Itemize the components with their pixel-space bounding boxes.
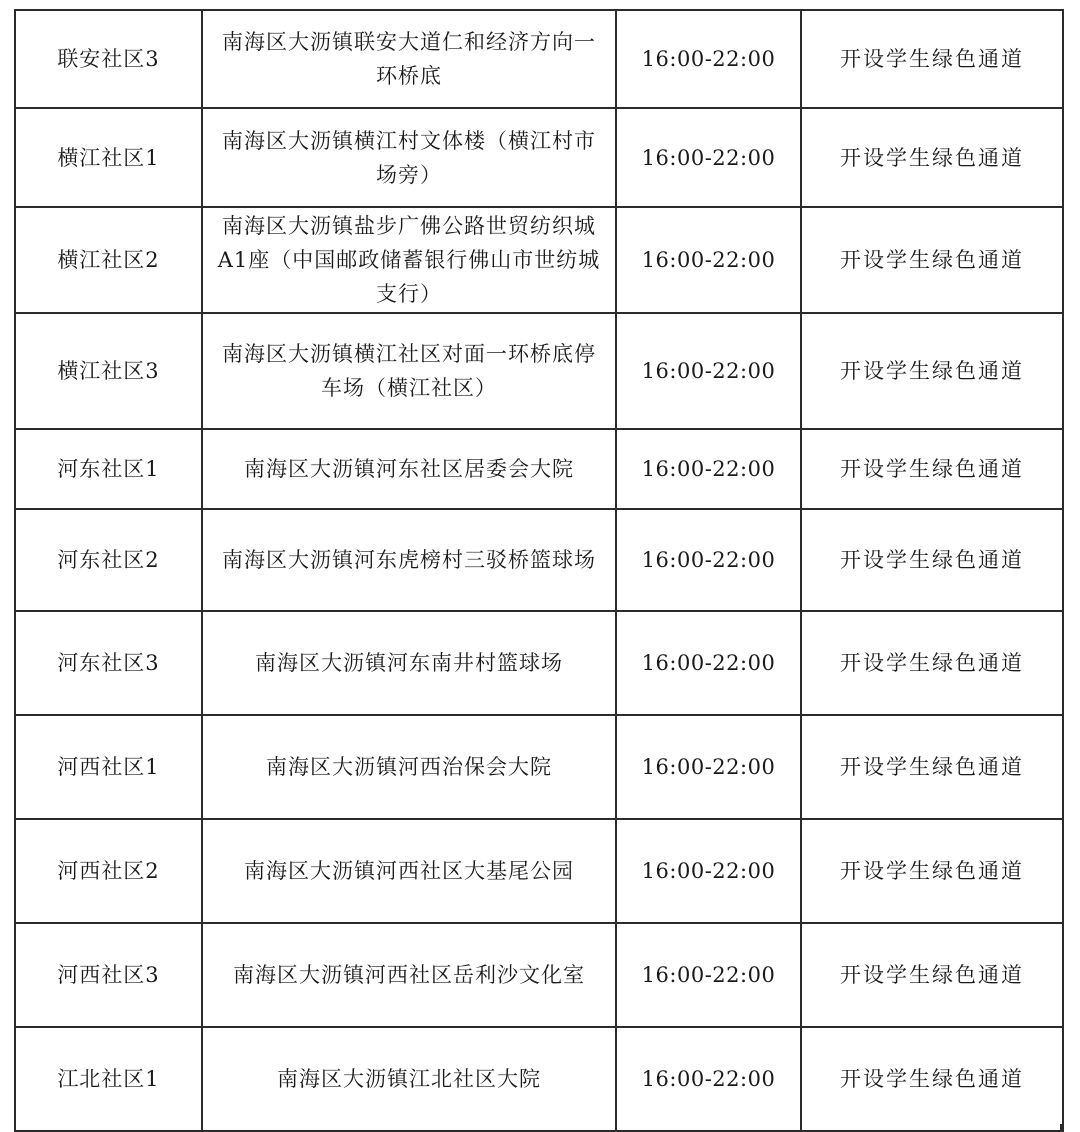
measure-cell: 开设学生绿色通道 bbox=[801, 611, 1063, 715]
table-row bbox=[15, 715, 1063, 819]
service-time-cell: 16:00-22:00 bbox=[616, 313, 801, 429]
measure-cell: 开设学生绿色通道 bbox=[801, 108, 1063, 207]
service-time-cell: 16:00-22:00 bbox=[616, 207, 801, 313]
table-row bbox=[15, 509, 1063, 611]
measure-cell: 开设学生绿色通道 bbox=[801, 715, 1063, 819]
measure-cell: 开设学生绿色通道 bbox=[801, 429, 1063, 509]
site-address-cell: 南海区大沥镇河东南井村篮球场 bbox=[202, 611, 616, 715]
table-row bbox=[15, 923, 1063, 1027]
site-address-cell: 南海区大沥镇横江村文体楼（横江村市场旁） bbox=[202, 108, 616, 207]
site-name-cell: 联安社区3 bbox=[15, 10, 202, 108]
site-name-cell: 横江社区3 bbox=[15, 313, 202, 429]
measure-cell: 开设学生绿色通道 bbox=[801, 509, 1063, 611]
column-divider bbox=[201, 1124, 203, 1132]
table-row bbox=[15, 429, 1063, 509]
site-address-cell: 南海区大沥镇河西社区岳利沙文化室 bbox=[202, 923, 616, 1027]
site-name-cell: 河东社区1 bbox=[15, 429, 202, 509]
site-address-cell: 南海区大沥镇横江社区对面一环桥底停车场（横江社区） bbox=[202, 313, 616, 429]
site-address-cell: 南海区大沥镇联安大道仁和经济方向一环桥底 bbox=[202, 10, 616, 108]
service-time-cell: 16:00-22:00 bbox=[616, 923, 801, 1027]
site-address-cell: 南海区大沥镇河东虎榜村三驳桥篮球场 bbox=[202, 509, 616, 611]
service-time-cell: 16:00-22:00 bbox=[616, 715, 801, 819]
measure-cell: 开设学生绿色通道 bbox=[801, 819, 1063, 923]
measure-cell: 开设学生绿色通道 bbox=[801, 313, 1063, 429]
site-address-cell: 南海区大沥镇江北社区大院 bbox=[202, 1027, 616, 1131]
site-name-cell: 横江社区2 bbox=[15, 207, 202, 313]
service-time-cell: 16:00-22:00 bbox=[616, 611, 801, 715]
table-row bbox=[15, 313, 1063, 429]
site-name-cell: 河西社区2 bbox=[15, 819, 202, 923]
measure-cell: 开设学生绿色通道 bbox=[801, 1027, 1063, 1131]
table-row bbox=[15, 108, 1063, 207]
table-row bbox=[15, 611, 1063, 715]
service-time-cell: 16:00-22:00 bbox=[616, 10, 801, 108]
service-time-cell: 16:00-22:00 bbox=[616, 1027, 801, 1131]
measure-cell: 开设学生绿色通道 bbox=[801, 207, 1063, 313]
table-continuation bbox=[14, 1124, 1062, 1132]
site-address-cell: 南海区大沥镇河东社区居委会大院 bbox=[202, 429, 616, 509]
service-time-cell: 16:00-22:00 bbox=[616, 509, 801, 611]
site-address-cell: 南海区大沥镇河西社区大基尾公园 bbox=[202, 819, 616, 923]
column-divider bbox=[615, 1124, 617, 1132]
service-time-cell: 16:00-22:00 bbox=[616, 108, 801, 207]
testing-site-table bbox=[14, 9, 1064, 1132]
measure-cell: 开设学生绿色通道 bbox=[801, 10, 1063, 108]
table-row bbox=[15, 819, 1063, 923]
site-address-cell: 南海区大沥镇河西治保会大院 bbox=[202, 715, 616, 819]
column-divider bbox=[800, 1124, 802, 1132]
table-row bbox=[15, 10, 1063, 108]
site-name-cell: 河东社区2 bbox=[15, 509, 202, 611]
table-row bbox=[15, 207, 1063, 313]
site-address-cell: 南海区大沥镇盐步广佛公路世贸纺织城A1座（中国邮政储蓄银行佛山市世纺城支行） bbox=[202, 207, 616, 313]
site-name-cell: 江北社区1 bbox=[15, 1027, 202, 1131]
table-row bbox=[15, 1027, 1063, 1131]
site-name-cell: 河西社区3 bbox=[15, 923, 202, 1027]
site-name-cell: 横江社区1 bbox=[15, 108, 202, 207]
service-time-cell: 16:00-22:00 bbox=[616, 429, 801, 509]
site-name-cell: 河西社区1 bbox=[15, 715, 202, 819]
service-time-cell: 16:00-22:00 bbox=[616, 819, 801, 923]
site-name-cell: 河东社区3 bbox=[15, 611, 202, 715]
measure-cell: 开设学生绿色通道 bbox=[801, 923, 1063, 1027]
